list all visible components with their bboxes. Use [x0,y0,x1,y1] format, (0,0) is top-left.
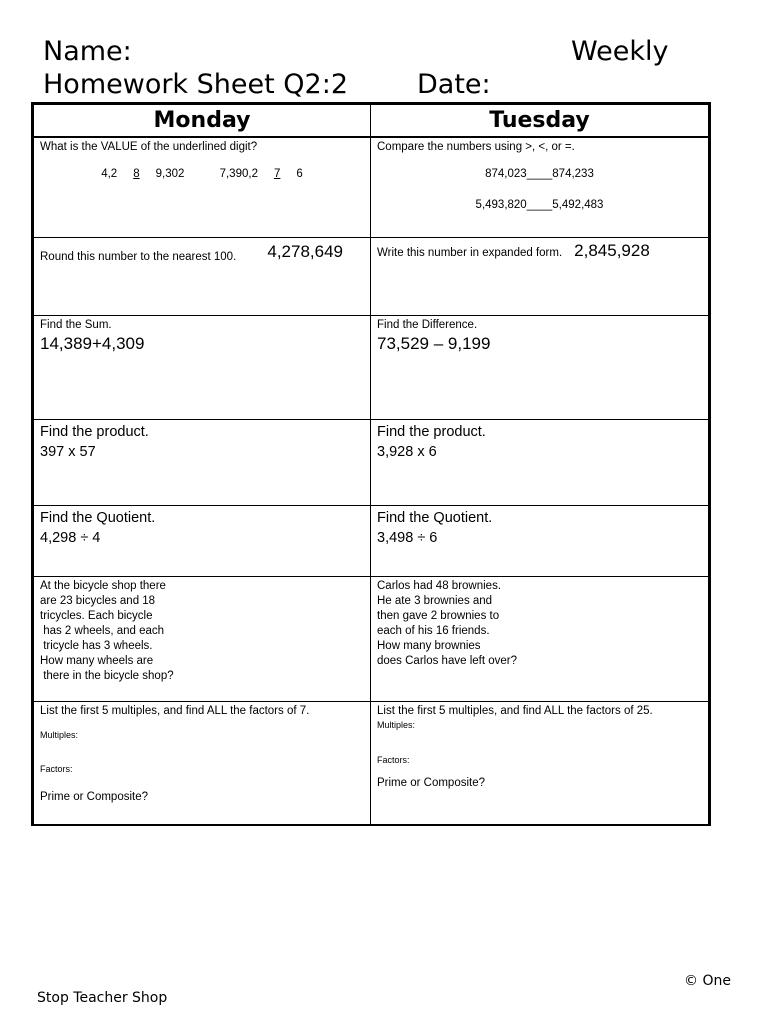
expanded-form-number: 2,845,928 [574,241,650,260]
prime-composite-label: Prime or Composite? [40,791,149,803]
word-problem-line: How many wheels are [40,655,154,667]
word-problem-line: each of his 16 friends. [377,625,490,637]
question-prompt: What is the VALUE of the underlined digit? [40,141,258,153]
word-problem-line: tricycles. Each bicycle [40,610,153,622]
compare-pair-1: 874,023____874,233 [485,168,594,180]
tuesday-expanded-form [371,238,708,316]
monday-header: Monday [34,105,370,138]
question-prompt: Compare the numbers using >, <, or =. [377,141,575,153]
date-label: Date: [417,69,491,100]
multiples-label: Multiples: [40,730,79,740]
compare-pair-2: 5,493,820____5,492,483 [475,199,604,211]
word-problem-line: At the bicycle shop there [40,580,166,592]
number-to-round: 4,278,649 [267,242,343,261]
place-value-numbers [34,168,370,180]
name-label: Name: [43,36,132,67]
word-problem-line: tricycle has 3 wheels. [40,640,153,652]
monday-quotient [34,506,370,577]
word-problem-line: He ate 3 brownies and [377,595,493,607]
monday-product [34,420,370,506]
question-prompt: Round this number to the nearest 100. [40,251,237,263]
word-problem-line: then gave 2 brownies to [377,610,500,622]
multiples-label: Multiples: [377,720,416,730]
question-prompt: Find the Sum. [40,319,112,331]
question-prompt: Find the product. [377,424,486,440]
weekly-title: Weekly [571,36,669,67]
monday-multiples-factors [34,702,370,829]
question-prompt: List the first 5 multiples, and find ALL the factors of 25. [377,705,653,717]
quotient-problem: 4,298 ÷ 4 [40,530,101,546]
tuesday-compare [371,138,708,238]
publisher-text: Stop Teacher Shop [37,990,168,1006]
number-2: 7,390,2 7 6 [219,168,303,180]
difference-problem: 73,529 – 9,199 [377,334,491,353]
copyright-text: © One [684,973,731,989]
question-prompt: Find the product. [40,424,149,440]
tuesday-multiples-factors [371,702,708,829]
factors-label: Factors: [40,764,73,774]
number-1: 4,2 8 9,302 [101,168,185,180]
tuesday-header: Tuesday [371,105,708,138]
homework-table [31,102,711,826]
word-problem-line: there in the bicycle shop? [40,670,174,682]
monday-place-value [34,138,370,238]
tuesday-column [371,105,708,824]
word-problem-line: are 23 bicycles and 18 [40,595,156,607]
tuesday-product [371,420,708,506]
product-problem: 397 x 57 [40,444,96,460]
underlined-digit: 7 [273,168,281,180]
factors-label: Factors: [377,755,410,765]
prime-composite-label: Prime or Composite? [377,777,486,789]
monday-sum [34,316,370,420]
sheet-title: Homework Sheet Q2:2 [43,69,349,100]
tuesday-difference [371,316,708,420]
product-problem: 3,928 x 6 [377,444,437,460]
monday-rounding [34,238,370,316]
word-problem-line: has 2 wheels, and each [40,625,165,637]
question-prompt: List the first 5 multiples, and find ALL the factors of 7. [40,705,310,717]
question-prompt: Find the Difference. [377,319,478,331]
word-problem-line: does Carlos have left over? [377,655,517,667]
monday-word-problem [34,577,370,702]
tuesday-quotient [371,506,708,577]
question-prompt: Write this number in expanded form. [377,247,563,259]
word-problem-line: Carlos had 48 brownies. [377,580,502,592]
tuesday-word-problem [371,577,708,702]
underlined-digit: 8 [133,168,140,180]
word-problem-line: How many brownies [377,640,481,652]
quotient-problem: 3,498 ÷ 6 [377,530,438,546]
question-prompt: Find the Quotient. [377,510,493,526]
sum-problem: 14,389+4,309 [40,334,145,353]
question-prompt: Find the Quotient. [40,510,156,526]
monday-column [34,105,371,824]
